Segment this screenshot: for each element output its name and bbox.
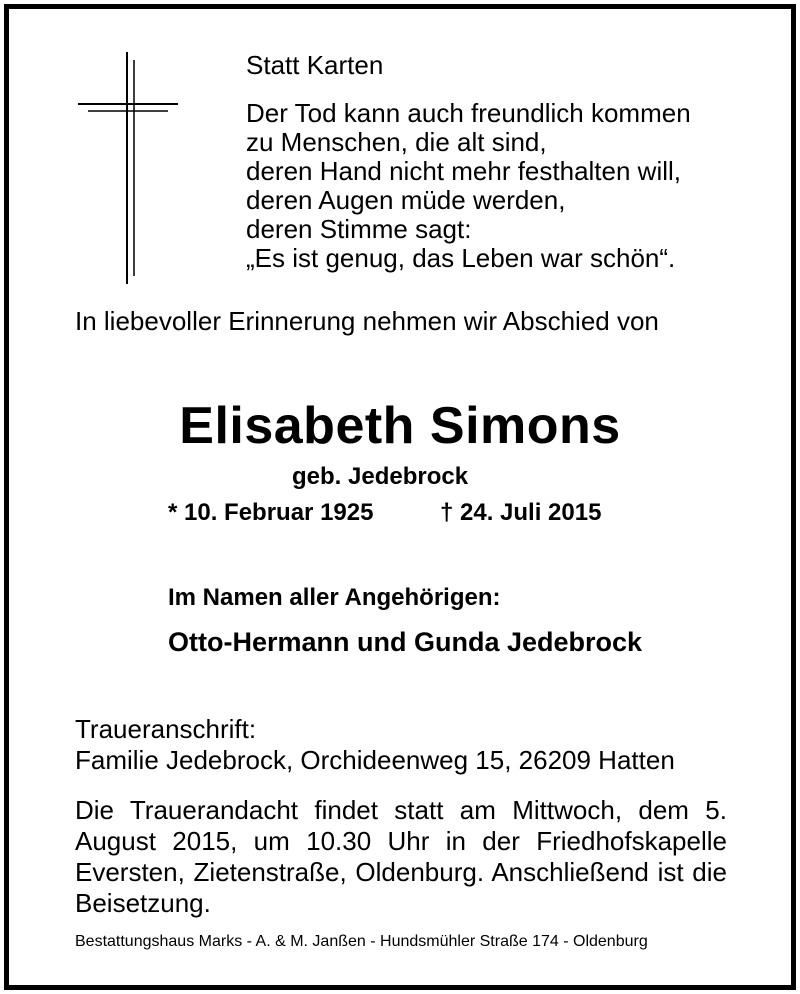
service-text: Die Trauerandacht findet statt am Mittwoch, dem 5. August 2015, um 10.30 Uhr in der Friedhofskapelle Eversten, Zietenstraße, Oldenburg. Anschließend ist die Beisetzung. [75, 795, 727, 918]
cross-icon [78, 52, 178, 284]
header-note: Statt Karten [246, 50, 384, 80]
deceased-name: Elisabeth Simons [179, 397, 621, 455]
birth-date: * 10. Februar 1925 [168, 499, 374, 526]
poem [246, 99, 691, 273]
poem-line: deren Stimme sagt: [246, 214, 472, 244]
poem-line: zu Menschen, die alt sind, [246, 127, 547, 157]
mourning-address: Familie Jedebrock, Orchideenweg 15, 26209 Hatten [75, 745, 675, 775]
death-date: † 24. Juli 2015 [440, 499, 602, 526]
poem-line: deren Augen müde werden, [246, 185, 566, 215]
mourning-address-label: Traueranschrift: [75, 714, 257, 744]
birth-name: geb. Jedebrock [292, 463, 469, 490]
relatives-heading: Im Namen aller Angehörigen: [168, 584, 501, 611]
poem-line: deren Hand nicht mehr festhalten will, [246, 156, 682, 186]
relatives-names: Otto-Hermann und Gunda Jedebrock [168, 627, 643, 657]
funeral-home-footer: Bestattungshaus Marks - A. & M. Janßen - Hundsmühler Straße 174 - Oldenburg [75, 933, 648, 950]
poem-line: Der Tod kann auch freundlich kommen [246, 98, 691, 128]
intro-text: In liebevoller Erinnerung nehmen wir Abschied von [75, 306, 659, 336]
poem-line: „Es ist genug, das Leben war schön“. [246, 243, 676, 273]
